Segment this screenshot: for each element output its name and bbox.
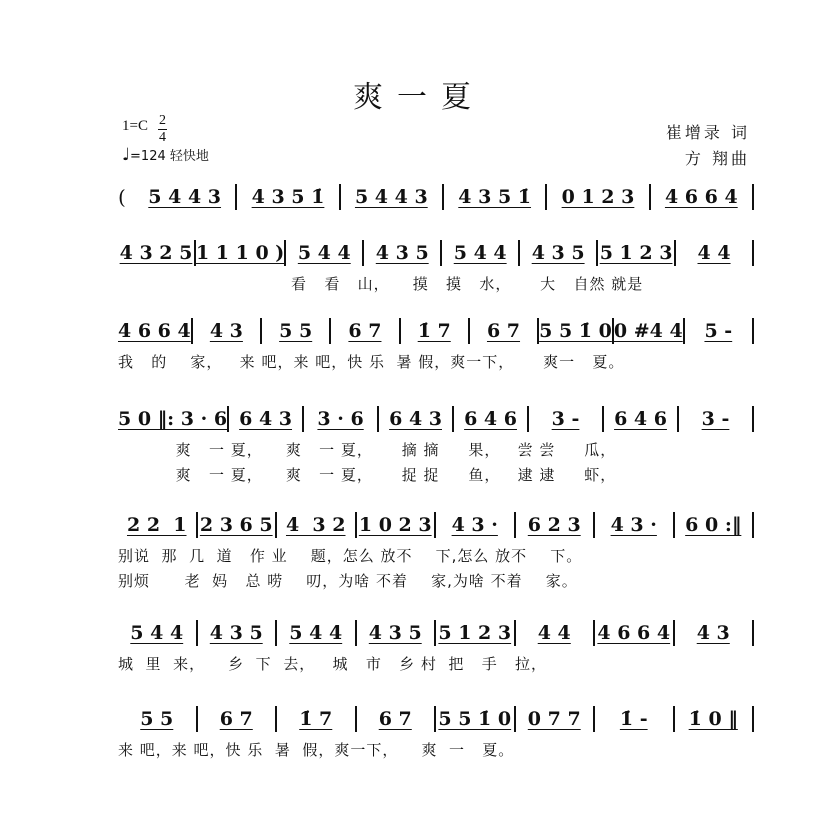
measure: 6 0 :‖ [685,514,742,536]
measure: 6 7 [348,320,382,342]
measure: 5 - [704,320,733,342]
measure: 6 7 [486,320,521,342]
measure: 6 4 6 [464,408,517,430]
measure: 4 3 · [451,514,498,536]
tempo [122,145,209,165]
notation-row [118,705,754,733]
measure: 5 4 4 [289,622,343,644]
measure: 4 3 2 [285,514,346,536]
measure: 0 #4 4 [613,320,683,342]
measure: 4 3 5 [531,242,585,264]
bar-line [752,318,754,344]
measure: 6 7 [219,708,253,730]
measure: 6 7 [378,708,412,730]
song-title: 爽一夏 [353,80,485,115]
notation-row [118,317,754,345]
bar-line [752,184,754,210]
measure: 3 - [701,408,730,430]
measure: 1 0 2 3 [358,514,432,536]
bar-line [752,706,754,732]
measure: 2 2 1 [126,514,187,536]
notation-row [118,405,754,433]
measure: 5 4 4 [453,242,507,264]
time-signature [158,113,167,146]
notation-row [118,619,754,647]
measure: 5 4 4 [130,622,184,644]
measure: 3 · 6 [317,408,364,430]
lyrics-line: 别说 那 几 道 作 业 题，怎么 放不 下,怎么 放不 下。 [118,547,583,565]
measure: 5 4 4 [297,242,351,264]
measure: 4 6 6 4 [664,186,738,208]
time-signature-top: 2 [159,113,166,128]
notation-row [118,239,754,267]
measure: 4 3 5 [368,622,422,644]
measure: 5 5 [140,708,174,730]
measure: 6 4 6 [614,408,667,430]
measure: 5 4 4 3 [148,186,222,208]
measure: 1̇ 7 [299,708,333,730]
measure: 4 3 · [610,514,657,536]
measure: 1 1 1 0 ) [195,242,285,264]
lyricist: 崔增录 词 [665,123,750,142]
lyrics-line: 来 吧，来 吧，快 乐 暑 假，爽一下， 爽 一 夏。 [118,741,515,759]
measure: 4 3 [696,622,730,644]
composer: 方 翔曲 [684,149,750,168]
measure: 4 6 6 4 [597,622,671,644]
measure: 0 1 2 3 [561,186,635,208]
measure: 5 4 4 3 [354,186,428,208]
measure: 5 0 ‖: 3 · 6 [118,408,228,430]
bar-line [752,240,754,266]
notation-row [118,511,754,539]
lyrics-line: 爽 一 夏， 爽 一 夏， 摘 摘 果， 尝 尝 瓜， [118,441,617,459]
measure: 4 6 6 4 [118,320,191,342]
tempo-marking: 轻快地 [169,149,209,164]
measure: 5 1 2 3 [599,242,673,264]
tempo-value: =124 [130,149,166,164]
lyrics-line: 看 看 山， 摸 摸 水， 大 自然 就是 [118,275,644,293]
lyrics-line: 城 里 来， 乡 下 去， 城 市 乡 村 把 手 拉， [118,655,548,673]
bar-line [752,406,754,432]
measure: 0 7 7 [527,708,581,730]
measure: 4 3 5 [209,622,263,644]
key-signature: 1=C [122,118,148,134]
measure: 5 5 1̇ 0 [539,320,612,342]
measure: 4 3 5 1̇ [251,186,325,208]
opening-parenthesis: ( [118,185,126,209]
measure: 4 3 5 1̇ [458,186,532,208]
bar-line [752,512,754,538]
time-signature-bottom: 4 [159,130,166,145]
measure: 5 5 1̇ 0 [438,708,512,730]
measure: 3 - [551,408,580,430]
measure: 4 4 [537,622,571,644]
bar-line [752,620,754,646]
lyrics-line: 我 的 家， 来 吧，来 吧，快 乐 暑 假，爽一下， 爽一 夏。 [118,353,625,371]
measure: 4 3 2 5 [119,242,193,264]
measure: 1̇ 7 [417,320,451,342]
lyrics-line: 别烦 老 妈 总 唠 叨，为啥 不着 家,为啥 不着 家。 [118,572,578,590]
measure: 4 4 [697,242,731,264]
measure: 4 3 5 [375,242,429,264]
lyrics-line: 爽 一 夏， 爽 一 夏， 捉 捉 鱼， 逮 逮 虾， [118,466,617,484]
measure: 2 3 6 5 [199,514,273,536]
measure: 1̇ - [619,708,648,730]
measure: 5 1 2 3 [438,622,512,644]
measure: 5 5 [279,320,313,342]
measure: 6 4 3 [239,408,293,430]
notation-row [118,183,754,211]
measure: 4 3 [209,320,243,342]
measure: 6 2 3 [527,514,581,536]
quarter-note-icon: ♩ [122,145,131,165]
measure: 1̇ 0 ‖ [688,708,738,730]
measure: 6 4 3 [389,408,442,430]
